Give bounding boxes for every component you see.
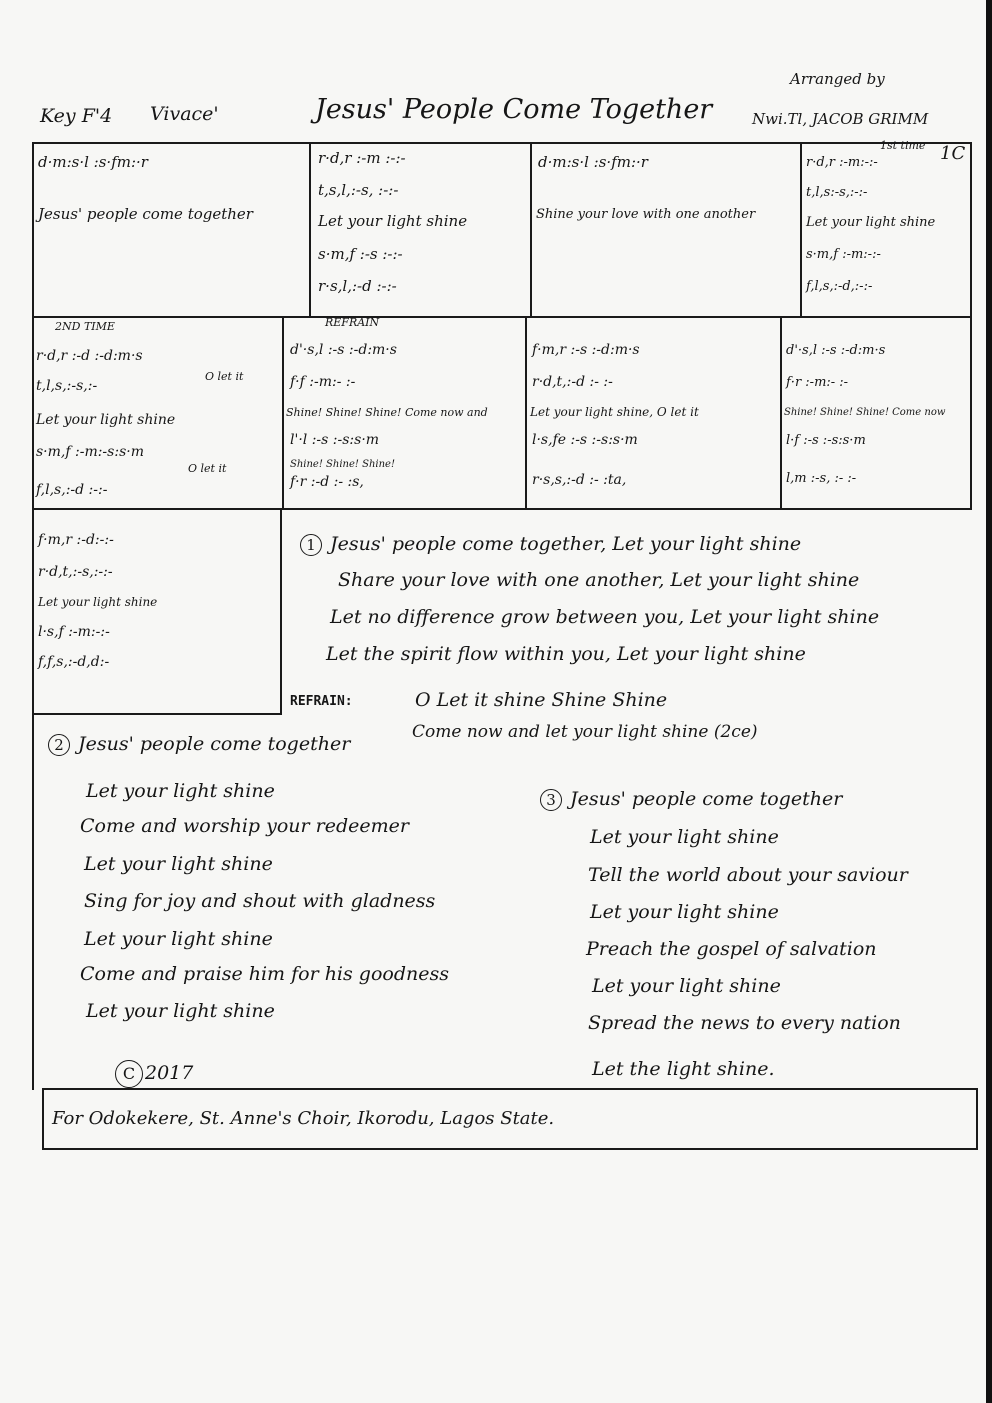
refrain-note: REFRAIN bbox=[325, 316, 380, 329]
verse-line: Share your love with one another, Let your light shine bbox=[338, 569, 860, 591]
verse1-number: 1 bbox=[300, 534, 322, 556]
verse-line: Let no difference grow between you, Let your light shine bbox=[330, 606, 880, 628]
second-time-note: 2ND TIME bbox=[55, 320, 115, 333]
verse-line: Spread the news to every nation bbox=[588, 1012, 901, 1034]
tempo-marking: Vivace' bbox=[150, 103, 219, 125]
key-signature: Key F'4 bbox=[40, 105, 113, 127]
refrain-line-2: Come now and let your light shine (2ce) bbox=[412, 722, 758, 742]
solfa-line: f·r :-m:- :- bbox=[786, 375, 849, 390]
solfa-line: r·d,r :-d :-d:m·s bbox=[36, 348, 143, 364]
solfa-line: r·s,s,:-d :- :ta, bbox=[532, 472, 627, 488]
row1-bottom-border bbox=[32, 316, 972, 318]
row3-bottom-border bbox=[32, 713, 282, 715]
lyric-line: Shine! Shine! Shine! Come now and bbox=[286, 406, 488, 419]
lyric-cue: O let it bbox=[205, 370, 244, 383]
row2-bottom-border bbox=[32, 508, 972, 510]
verse2-number: 2 bbox=[48, 734, 70, 756]
solfa-line: l·s,fe :-s :-s:s·m bbox=[532, 432, 638, 448]
solfa-line: t,l,s:-s,:-:- bbox=[806, 185, 868, 200]
verse1-line-1 bbox=[300, 533, 801, 556]
solfa-line: d'·s,l :-s :-d:m·s bbox=[290, 342, 397, 358]
solfa-line: r·d,t,:-d :- :- bbox=[532, 374, 613, 390]
solfa-line: s·m,f :-s :-:- bbox=[318, 245, 403, 263]
lyric-cue: O let it bbox=[188, 462, 227, 475]
verse-line: Let your light shine bbox=[84, 853, 273, 875]
verse-line: Let your light shine bbox=[590, 901, 779, 923]
row3-left-border bbox=[32, 510, 34, 715]
volta-mark: 1C bbox=[940, 143, 966, 164]
lyric-line: Let your light shine bbox=[36, 412, 176, 428]
verse-line: Let your light shine bbox=[590, 826, 779, 848]
solfa-line: s·m,f :-m:-s:s·m bbox=[36, 444, 144, 460]
row1-left-border bbox=[32, 142, 34, 317]
solfa-line: f·f :-m:- :- bbox=[290, 374, 356, 390]
solfa-line: l·f :-s :-s:s·m bbox=[786, 433, 866, 448]
row2-divider-3 bbox=[780, 318, 782, 508]
verse-line: Come and worship your redeemer bbox=[80, 815, 409, 837]
verse-line: Jesus' people come together, Let your light shine bbox=[330, 533, 802, 555]
lyric-line: Let your light shine bbox=[38, 595, 158, 609]
verse-line: Jesus' people come together bbox=[78, 733, 351, 755]
solfa-line: d·m:s·l :s·fm:·r bbox=[38, 153, 148, 171]
page-left-border bbox=[32, 715, 34, 1090]
row3-right-border bbox=[280, 510, 282, 715]
row2-divider-1 bbox=[282, 318, 284, 508]
solfa-line: r·d,r :-m:-:- bbox=[806, 155, 878, 170]
copyright-symbol: C bbox=[115, 1060, 143, 1088]
lyric-line: Let your light shine bbox=[806, 215, 936, 230]
verse-line: Preach the gospel of salvation bbox=[586, 938, 877, 960]
verse-line: Let your light shine bbox=[86, 780, 275, 802]
first-time-note: 1st time bbox=[880, 139, 926, 152]
verse-line: Let your light shine bbox=[592, 975, 781, 997]
lyric-line: Let your light shine bbox=[318, 212, 468, 230]
verse-line: Let your light shine bbox=[86, 1000, 275, 1022]
solfa-line: r·d,t,:-s,:-:- bbox=[38, 564, 113, 580]
row2-divider-2 bbox=[525, 318, 527, 508]
verse-line: Sing for joy and shout with gladness bbox=[84, 890, 436, 912]
lyric-line: Shine! Shine! Shine! bbox=[290, 459, 395, 470]
lyric-line: Shine! Shine! Shine! Come now bbox=[784, 407, 946, 418]
verse-line: Let your light shine bbox=[84, 928, 273, 950]
verse3-number: 3 bbox=[540, 789, 562, 811]
verse2-line-1 bbox=[48, 733, 350, 756]
solfa-line: l,m :-s, :- :- bbox=[786, 471, 857, 486]
refrain-line-1: O Let it shine Shine Shine bbox=[415, 689, 668, 711]
solfa-line: l·s,f :-m:-:- bbox=[38, 624, 110, 640]
row2-left-border bbox=[32, 318, 34, 508]
footer-dedication: For Odokekere, St. Anne's Choir, Ikorodu, Lagos State. bbox=[52, 1108, 555, 1129]
solfa-line: t,l,s,:-s,:- bbox=[36, 378, 98, 394]
solfa-line: r·d,r :-m :-:- bbox=[318, 149, 406, 167]
solfa-line: f,l,s,:-d,:-:- bbox=[806, 279, 873, 294]
row1-top-border bbox=[32, 142, 972, 144]
arranger-name: Nwi.Tl, JACOB GRIMM bbox=[752, 110, 929, 128]
refrain-label: REFRAIN: bbox=[290, 694, 353, 709]
solfa-line: f·m,r :-d:-:- bbox=[38, 532, 114, 548]
solfa-line: f·m,r :-s :-d:m·s bbox=[532, 342, 640, 358]
row1-divider-3 bbox=[800, 142, 802, 317]
verse-line: Let the spirit flow within you, Let your light shine bbox=[326, 643, 806, 665]
arranged-by-label: Arranged by bbox=[790, 70, 885, 88]
row1-divider-2 bbox=[530, 142, 532, 317]
footer-right-border bbox=[976, 1088, 978, 1150]
verse-line: Jesus' people come together bbox=[570, 788, 843, 810]
solfa-line: f·r :-d :- :s, bbox=[290, 474, 364, 490]
lyric-line: Let your light shine, O let it bbox=[530, 405, 699, 419]
lyric-line: Shine your love with one another bbox=[536, 207, 756, 222]
copyright-notice bbox=[115, 1060, 193, 1088]
solfa-line: f,l,s,:-d :-:- bbox=[36, 482, 108, 498]
solfa-line: r·s,l,:-d :-:- bbox=[318, 277, 397, 295]
solfa-line: f,f,s,:-d,d:- bbox=[38, 654, 110, 670]
row1-right-border bbox=[970, 142, 972, 317]
footer-left-border bbox=[42, 1088, 44, 1150]
verse-line: Come and praise him for his goodness bbox=[80, 963, 449, 985]
verse3-line-1 bbox=[540, 788, 842, 811]
footer-bottom-border bbox=[42, 1148, 978, 1150]
solfa-line: d·m:s·l :s·fm:·r bbox=[538, 153, 648, 171]
verse-line: Tell the world about your saviour bbox=[588, 864, 908, 886]
verse-line: Let the light shine. bbox=[592, 1058, 775, 1080]
scan-edge bbox=[986, 0, 992, 1403]
row1-divider-1 bbox=[309, 142, 311, 317]
lyric-line: Jesus' people come together bbox=[38, 205, 253, 223]
solfa-line: l'·l :-s :-s:s·m bbox=[290, 432, 380, 448]
copyright-year: 2017 bbox=[145, 1062, 194, 1084]
row2-right-border bbox=[970, 318, 972, 508]
song-title: Jesus' People Come Together bbox=[315, 94, 713, 125]
solfa-line: s·m,f :-m:-:- bbox=[806, 247, 881, 262]
footer-top-border bbox=[42, 1088, 978, 1090]
solfa-line: t,s,l,:-s, :-:- bbox=[318, 181, 399, 199]
solfa-line: d'·s,l :-s :-d:m·s bbox=[786, 343, 886, 358]
